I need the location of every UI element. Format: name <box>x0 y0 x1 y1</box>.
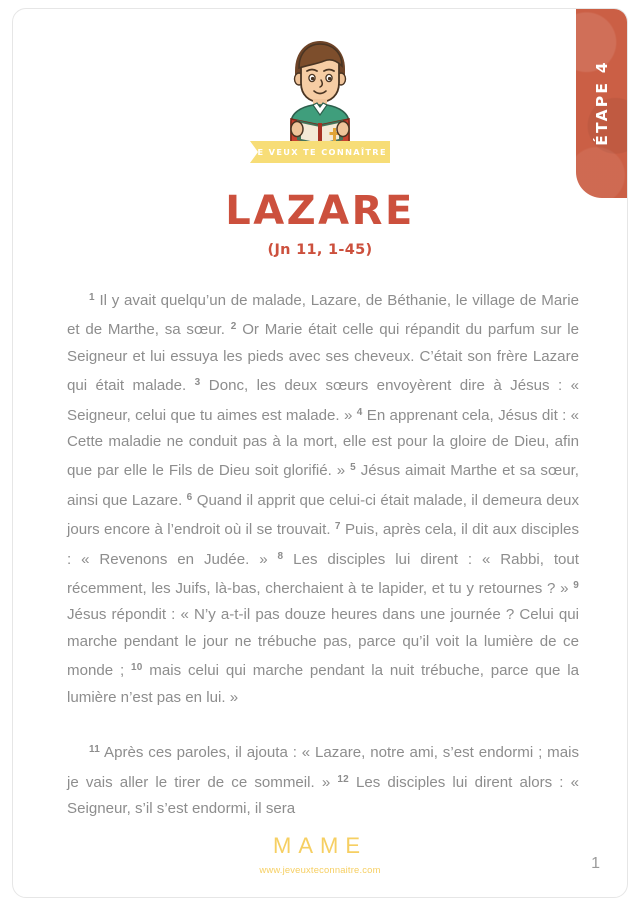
verse-number: 2 <box>230 321 237 333</box>
brand-ribbon <box>250 141 390 163</box>
verse-text: En apprenant cela, Jésus dit : « Cette maladie ne conduit pas à la mort, elle est pour la gloire de Dieu, afin que par elle le Fils de Dieu soit glorifié. » <box>67 406 580 480</box>
verse-text: Il y avait quelqu’un de malade, Lazare, de Béthanie, le village de Marie et de Marthe, sa sœur. <box>67 292 579 339</box>
verse-number: 1 <box>89 292 95 303</box>
verse-number: 6 <box>186 491 193 503</box>
verse-text: Donc, les deux sœurs envoyèrent dire à Jésus : « Seigneur, celui que tu aimes est malade. » <box>67 377 580 424</box>
verse-text: Les disciples lui dirent alors : « Seigneur, s’il s’est endormi, il sera <box>67 773 579 817</box>
verse-number: 5 <box>350 462 356 474</box>
page-card <box>12 8 628 898</box>
verse-text: Quand il apprit que celui-ci était malade, il demeura deux jours encore à l’endroit où il se trouvait. <box>67 491 579 539</box>
footer <box>13 833 627 875</box>
brand-logo <box>13 35 627 163</box>
verse-number: 12 <box>337 773 349 785</box>
website-url[interactable]: www.jeveuxteconnaitre.com <box>259 864 381 875</box>
scripture-paragraph <box>67 737 579 822</box>
page-title: LAZARE <box>225 188 415 234</box>
publisher-logo: MAME <box>273 833 367 858</box>
scripture-body <box>67 285 579 822</box>
verse-number: 10 <box>130 662 143 674</box>
scripture-paragraph <box>67 285 579 711</box>
verse-number: 4 <box>356 406 363 418</box>
etape-tab-label: ÉTAPE 4 <box>593 60 611 146</box>
verse-number: 7 <box>334 521 341 533</box>
verse-text: mais celui qui marche pendant la nuit trébuche, parce que la lumière n’est pas en lui. » <box>67 662 580 706</box>
verse-number: 8 <box>277 550 284 562</box>
boy-reading-bible-icon <box>261 35 379 147</box>
verse-text: Jésus aimait Marthe et sa sœur, ainsi que Lazare. <box>67 462 579 509</box>
scripture-reference: (Jn 11, 1-45) <box>267 242 373 258</box>
title-block <box>13 188 627 258</box>
verse-text: Jésus répondit : « N’y a-t-il pas douze heures dans une journée ? Celui qui marche pendant le jour ne trébuche pas, parce qu’il voit la lumière de ce monde ; <box>67 606 579 680</box>
verse-number: 9 <box>573 580 579 592</box>
verse-text: Or Marie était celle qui répandit du parfum sur le Seigneur et lui essuya les pieds avec ses cheveux. C’était son frère Lazare qui était malade. <box>67 321 579 395</box>
verse-number: 11 <box>89 744 100 756</box>
verse-text: Les disciples lui dirent : « Rabbi, tout récemment, les Juifs, là-bas, cherchaient à te lapider, et tu y retournes ? » <box>67 550 579 598</box>
page-number: 1 <box>591 855 600 872</box>
brand-ribbon-label: JE VEUX TE CONNAÎTRE <box>253 147 387 157</box>
verse-number: 3 <box>194 377 201 389</box>
verse-text: Après ces paroles, il ajouta : « Lazare, notre ami, s’est endormi ; mais je vais aller le tirer de ce sommeil. » <box>67 744 579 791</box>
verse-text: Puis, après cela, il dit aux disciples : « Revenons en Judée. » <box>67 521 579 568</box>
